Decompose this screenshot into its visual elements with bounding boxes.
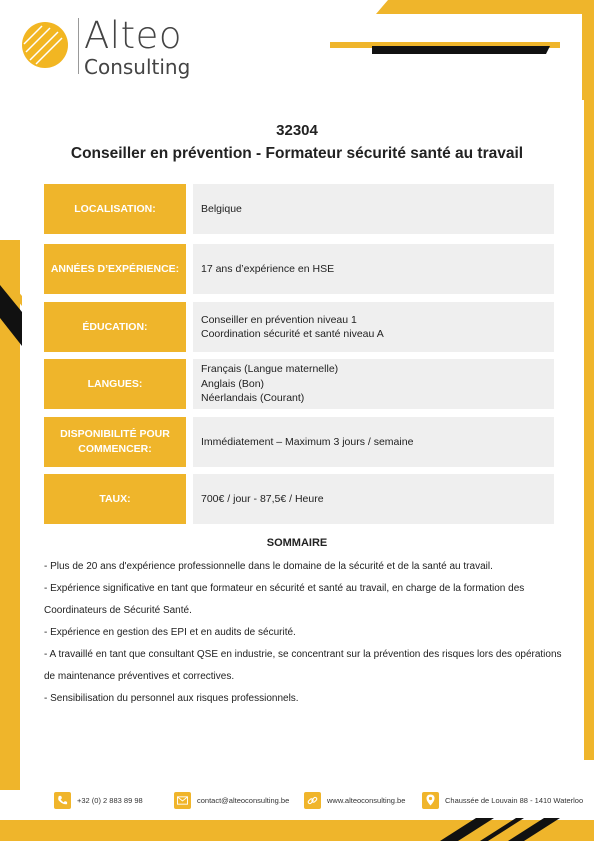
value-availability xyxy=(193,417,554,467)
value-languages xyxy=(193,359,554,409)
footer-website[interactable] xyxy=(304,790,405,810)
logo-subtitle: Consulting xyxy=(84,55,191,79)
mail-icon xyxy=(174,792,191,809)
logo-name: Alteo xyxy=(84,14,182,57)
summary-heading: SOMMAIRE xyxy=(266,537,328,549)
value-line: Conseiller en prévention niveau 1 xyxy=(201,313,357,326)
summary-item: - Plus de 20 ans d'expérience professionnelle dans le domaine de la sécurité et de la santé au travail. xyxy=(44,561,493,572)
company-logo xyxy=(22,14,202,80)
summary-item: - Sensibilisation du personnel aux risques professionnels. xyxy=(44,693,299,704)
value-line: 700€ / jour - 87,5€ / Heure xyxy=(201,492,324,505)
email-text: contact@alteoconsulting.be xyxy=(197,795,290,805)
link-icon xyxy=(304,792,321,809)
label-localisation: LOCALISATION: xyxy=(44,184,186,234)
label-availability: DISPONIBILITÉ POUR COMMENCER: xyxy=(44,417,186,467)
summary-list xyxy=(44,556,569,710)
location-icon xyxy=(422,792,439,809)
website-text: www.alteoconsulting.be xyxy=(327,795,406,805)
summary-item: - Expérience significative en tant que formateur en sécurité et santé au travail, en charge de la formation des Coordinateurs de Sécurité Santé. xyxy=(44,583,525,616)
value-education xyxy=(193,302,554,352)
summary-item: - Expérience en gestion des EPI et en audits de sécurité. xyxy=(44,627,296,638)
value-line: Immédiatement – Maximum 3 jours / semaine xyxy=(201,435,414,448)
value-line: Anglais (Bon) xyxy=(201,377,265,390)
value-localisation xyxy=(193,184,554,234)
logo-divider xyxy=(78,18,79,74)
reference-number: 32304 xyxy=(276,122,318,139)
value-experience xyxy=(193,244,554,294)
value-line: Belgique xyxy=(201,202,242,215)
label-rate: TAUX: xyxy=(44,474,186,524)
footer-phone[interactable] xyxy=(54,790,143,810)
value-line: 17 ans d’expérience en HSE xyxy=(201,262,335,275)
footer-email[interactable] xyxy=(174,790,289,810)
label-languages: LANGUES: xyxy=(44,359,186,409)
phone-icon xyxy=(54,792,71,809)
footer-address xyxy=(422,790,583,810)
logo-mark-icon xyxy=(22,22,68,68)
phone-text: +32 (0) 2 883 89 98 xyxy=(77,795,143,805)
label-experience: ANNÉES D’EXPÉRIENCE: xyxy=(44,244,186,294)
page-title: Conseiller en prévention - Formateur sécurité santé au travail xyxy=(70,145,524,162)
value-rate xyxy=(193,474,554,524)
address-text: Chaussée de Louvain 88 - 1410 Waterloo xyxy=(445,795,584,805)
label-education: ÉDUCATION: xyxy=(44,302,186,352)
value-line: Français (Langue maternelle) xyxy=(201,363,339,376)
value-line: Néerlandais (Courant) xyxy=(201,392,305,405)
summary-item: - A travaillé en tant que consultant QSE en industrie, se concentrant sur la prévention des risques lors des opérations de maintenance préventives et correctives. xyxy=(44,649,562,682)
value-line: Coordination sécurité et santé niveau A xyxy=(201,328,384,340)
